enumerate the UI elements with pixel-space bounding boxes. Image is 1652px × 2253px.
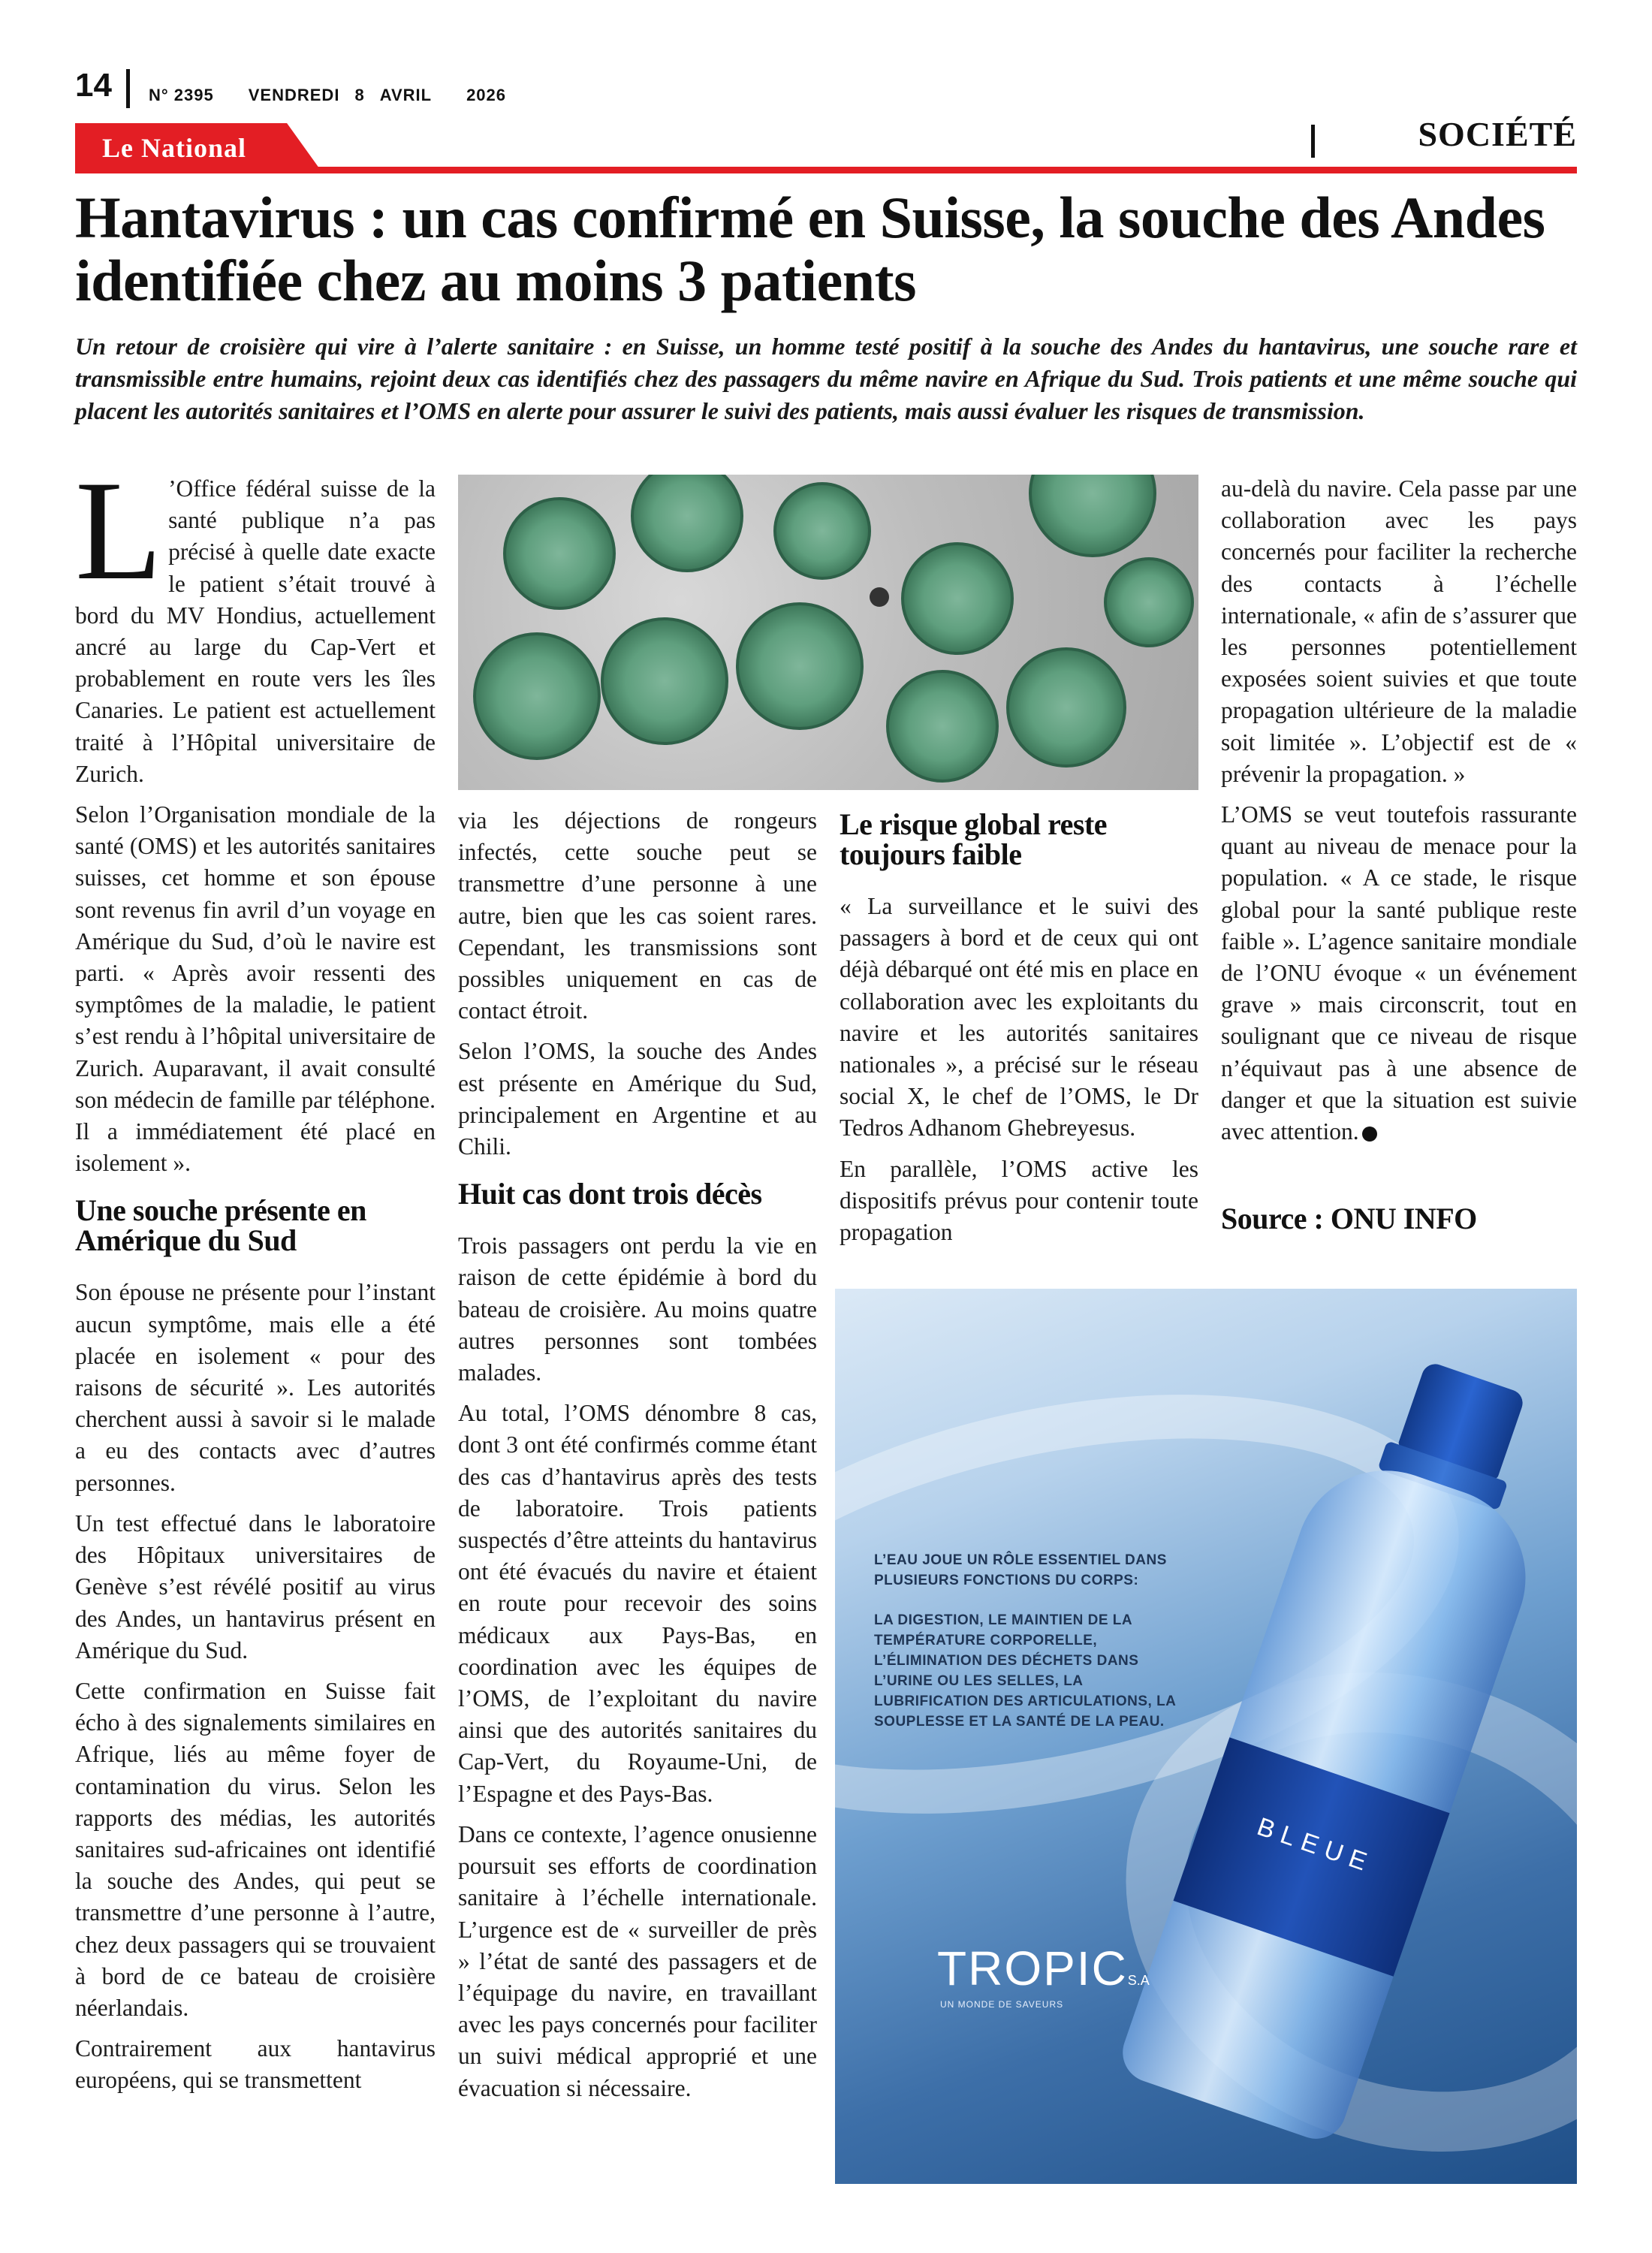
paragraph: au-delà du navire. Cela passe par une collaboration avec les pays concernés pour faciliter la recherche des contacts à l’échelle internationale, « afin de s’assurer que les personnes potentiellement exposées soient suivies et que toute propagation ultérieure de la maladie soit limitée ». L’objectif est de « prévenir la propagation. » [1221,475,1577,787]
virion [631,475,743,572]
article-headline: Hantavirus : un cas confirmé en Suisse, la souche des Andes identifiée chez au moins 3 patients [75,185,1545,313]
date-num: 8 [354,86,365,104]
ad-copy: L’EAU JOUE UN RÔLE ESSENTIEL DANS PLUSIEURS FONCTIONS DU CORPS: LA DIGESTION, LE MAINTIEN DE LA TEMPÉRATURE CORPORELLE, L’ÉLIMINATION DES DÉCHETS DANS L’URINE OU LES SELLES, LA LUBRIFICATION DES ARTICULATIONS, LA SOUPLESSE ET LA SANTÉ DE LA PEAU. [874,1552,1177,1730]
paragraph: Cette confirmation en Suisse fait écho à des signalements similaires en Afrique, liés au même foyer de contamination du virus. Selon les rapports des médias, les autorités sanitaires sud-africaines ont identifié la souche des Andes, qui peut se transmettre d’une personne à l’autre, chez deux passagers qui se trouvaient à bord de ce bateau de croisière néerlandais. [75,1677,436,2021]
paragraph: Trois passagers ont perdu la vie en raison de cette épidémie à bord du bateau de croisière. Au moins quatre autres personnes sont tombées malades. [458,1232,817,1386]
virion [503,497,616,610]
virion [736,602,864,730]
article-column-2 [458,805,817,2113]
virion [1006,647,1126,768]
virus-microscopy-image [458,475,1198,790]
section-divider [1311,125,1315,158]
header-rule [75,167,1577,173]
tropic-logo: TROPICS.A [937,1941,1150,1995]
dark-particle [870,587,889,607]
article-lead: Un retour de croisière qui vire à l’alerte sanitaire : en Suisse, un homme testé positif à la souche des Andes du hantavirus, une souche rare et transmissible entre humains, rejoint deux cas identifiés chez des passagers du même navire en Afrique du Sud. Trois patients et une même souche qui placent les autorités sanitaires et l’OMS en alerte pour assurer le suivi des patients, mais aussi évaluer les risques de transmission. [75,333,1577,424]
paragraph: Un test effectué dans le laboratoire des Hôpitaux universitaires de Genève s’est révélé positif au virus des Andes, un hantavirus présent en Amérique du Sud. [75,1510,436,1663]
paragraph: L ’Office fédéral suisse de la santé publique n’a pas précisé à quelle date exacte le patient s’était trouvé à bord du MV Hondius, actuellement ancré au large du Cap-Vert et probablement en route vers les îles Canaries. Le patient est actuellement traité à l’Hôpital universitaire de Zurich. [75,452,436,787]
drop-cap: L [75,452,163,610]
end-of-article-icon [1362,1126,1377,1142]
paragraph: « La surveillance et le suivi des passagers à bord et de ceux qui ont déjà débarqué ont été mis en place en collaboration avec les exploitants du navire et les autorités sanitaires nationales », a précisé sur le réseau social X, le chef de l’OMS, le Dr Tedros Adhanom Ghebreyesus. [840,893,1198,1142]
water-advertisement [835,1289,1577,2184]
date-year: 2026 [466,86,507,104]
virion [886,670,999,783]
paragraph: L’OMS se veut toutefois rassurante quant au niveau de menace pour la population. « A ce stade, le risque global pour la santé publique reste faible ». L’agence sanitaire mondiale de l’ONU évoque « un événement grave » mais circonscrit, tout en soulignant que ce niveau de risque n’équivaut pas à une absence de danger et que la situation est suivie avec attention. [1221,801,1577,1145]
page-number-divider [126,69,130,108]
subheading: Le risque global reste toujours faible [840,807,1108,871]
paragraph: Son épouse ne présente pour l’instant aucun symptôme, mais elle a été placée en isolement « pour des raisons de sécurité ». Les autorités cherchent aussi à savoir si le malade a eu des contacts avec d’autres personnes. [75,1279,436,1496]
subheading: Huit cas dont trois décès [458,1177,762,1211]
paragraph: Au total, l’OMS dénombre 8 cas, dont 3 ont été confirmés comme étant des cas d’hantavirus après des tests de laboratoire. Trois patients suspectés d’être atteints du hantavirus ont été évacués du navire et étaient en route pour recevoir des soins médicaux aux Pays-Bas, en coordination avec les équipes de l’OMS, de l’exploitant du navire ainsi que des autorités sanitaires du Cap-Vert, du Royaume-Uni, de l’Espagne et des Pays-Bas. [458,1400,817,1807]
brand-name: Le National [102,133,247,163]
article-column-3 [840,807,1198,1257]
paragraph: Selon l’Organisation mondiale de la santé (OMS) et les autorités sanitaires suisses, cet homme et son épouse sont revenus fin avril d’un voyage en Amérique du Sud, d’où le navire est parti. « Après avoir ressenti des symptômes de la maladie, le patient s’est rendu à l’hôpital universitaire de Zurich. Auparavant, il avait consulté son médecin de famille par téléphone. Il a immédiatement été placé en isolement ». [75,801,436,1177]
virion [601,617,728,745]
paragraph: Selon l’OMS, la souche des Andes est présente en Amérique du Sud, principalement en Argentine et au Chili. [458,1038,817,1160]
article-source: Source : ONU INFO [1221,1202,1477,1236]
virion [473,632,601,760]
virion [1029,475,1156,557]
virion [1104,557,1194,647]
tropic-tagline: UN MONDE DE SAVEURS [940,1999,1064,2010]
subheading: Une souche présente en Amérique du Sud [75,1193,366,1258]
issue-number: N° 2395 [149,86,214,104]
issue-line [149,86,541,105]
date-day: VENDREDI [248,86,340,104]
paragraph: Contrairement aux hantavirus européens, qui se transmettent [75,2035,436,2094]
virion [901,542,1014,655]
virion [773,482,871,580]
page-number: 14 [75,67,112,104]
date-month: AVRIL [379,86,433,104]
paragraph: via les déjections de rongeurs infectés, cette souche peut se transmettre d’une personne à une autre, bien que les cas soient rares. Cependant, les transmissions sont possibles uniquement en cas de contact étroit. [458,807,817,1024]
paragraph: En parallèle, l’OMS active les dispositifs prévus pour contenir toute propagation [840,1155,1198,1246]
section-label: SOCIÉTÉ [1418,115,1577,153]
article-column-4 [1221,473,1577,1235]
bottle-label-text: BLEUE [1253,1812,1378,1879]
article-column-1 [75,452,436,2106]
paragraph: Dans ce contexte, l’agence onusienne poursuit ses efforts de coordination sanitaire à l’échelle internationale. L’urgence est de « surveiller de près » l’état de santé des passagers et de l’équipage du navire, en travaillant avec les pays concernés pour faciliter un suivi médical approprié et une évacuation si nécessaire. [458,1820,817,2101]
